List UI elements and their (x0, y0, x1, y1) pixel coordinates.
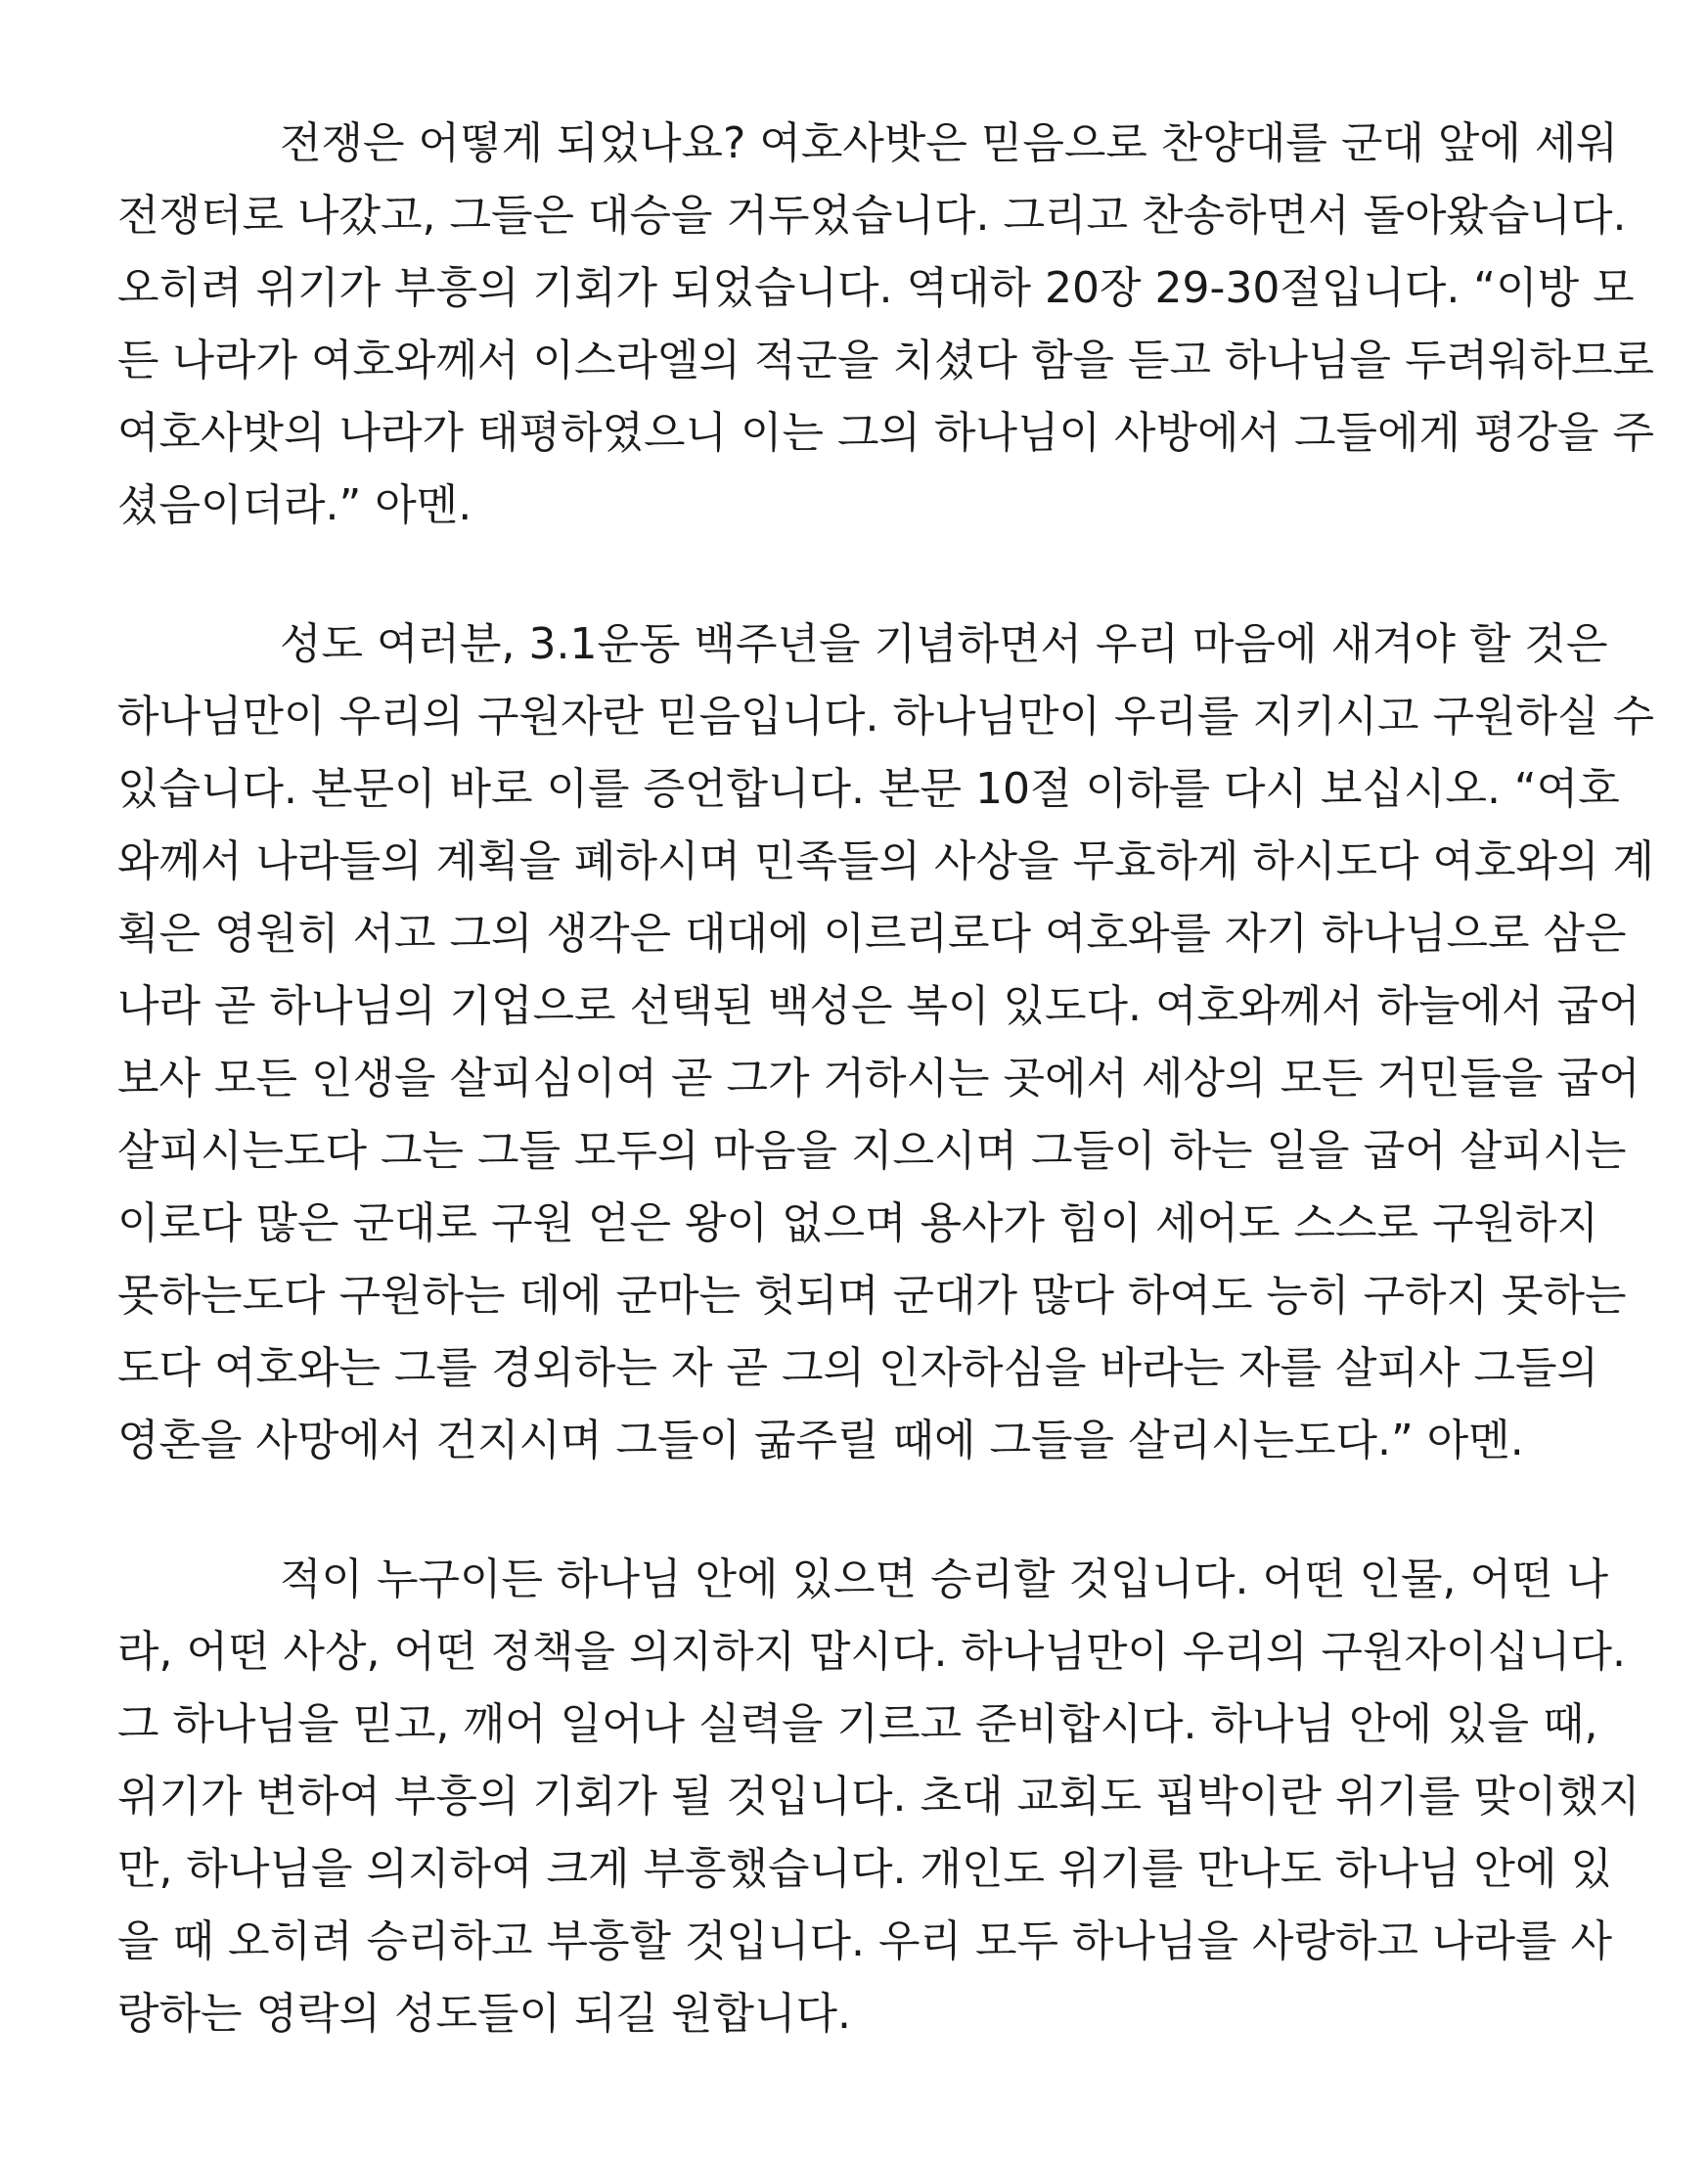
text-line: 위기가 변하여 부흥의 기회가 될 것입니다. 초대 교회도 핍박이란 위기를 맞이했지 (117, 1772, 1641, 1822)
paragraph-2 (117, 608, 1655, 1477)
text-line: 와께서 나라들의 계획을 폐하시며 민족들의 사상을 무효하게 하시도다 여호와의 계 (117, 836, 1655, 886)
text-line: 셨음이더라.” 아멘. (117, 480, 472, 530)
text-line: 을 때 오히려 승리하고 부흥할 것입니다. 우리 모두 하나님을 사랑하고 나라를 사 (117, 1916, 1612, 1966)
text-line: 나라 곧 하나님의 기업으로 선택된 백성은 복이 있도다. 여호와께서 하늘에서 굽어 (117, 981, 1641, 1031)
text-line: 도다 여호와는 그를 경외하는 자 곧 그의 인자하심을 바라는 자를 살피사 그들의 (117, 1343, 1598, 1393)
text-line: 못하는도다 구원하는 데에 군마는 헛되며 군대가 많다 하여도 능히 구하지 못하는 (117, 1271, 1627, 1321)
text-line: 든 나라가 여호와께서 이스라엘의 적군을 치셨다 함을 듣고 하나님을 두려워하므로 (117, 336, 1655, 385)
text-line: 여호사밧의 나라가 태평하였으니 이는 그의 하나님이 사방에서 그들에게 평강을 주 (117, 408, 1655, 458)
text-line: 라, 어떤 사상, 어떤 정책을 의지하지 맙시다. 하나님만이 우리의 구원자이십니다. (117, 1627, 1626, 1677)
text-line: 오히려 위기가 부흥의 기회가 되었습니다. 역대하 20장 29-30절입니다. “이방 모 (117, 263, 1635, 313)
text-line: 영혼을 사망에서 건지시며 그들이 굶주릴 때에 그들을 살리시는도다.” 아멘. (117, 1416, 1524, 1465)
text-line: 획은 영원히 서고 그의 생각은 대대에 이르리로다 여호와를 자기 하나님으로 삼은 (117, 909, 1627, 959)
text-line: 하나님만이 우리의 구원자란 믿음입니다. 하나님만이 우리를 지키시고 구원하실 수 (117, 692, 1655, 742)
text-line: 전쟁은 어떻게 되었나요? 여호사밧은 믿음으로 찬양대를 군대 앞에 세워 (280, 118, 1618, 168)
text-line: 그 하나님을 믿고, 깨어 일어나 실력을 기르고 준비합시다. 하나님 안에 있을 때, (117, 1699, 1598, 1749)
text-line: 이로다 많은 군대로 구원 얻은 왕이 없으며 용사가 힘이 세어도 스스로 구원하지 (117, 1198, 1598, 1248)
text-line: 살피시는도다 그는 그들 모두의 마음을 지으시며 그들이 하는 일을 굽어 살피시는 (117, 1126, 1627, 1176)
text-line: 보사 모든 인생을 살피심이여 곧 그가 거하시는 곳에서 세상의 모든 거민들을 굽어 (117, 1054, 1641, 1103)
document-page (117, 108, 1655, 2117)
text-line: 성도 여러분, 3.1운동 백주년을 기념하면서 우리 마음에 새겨야 할 것은 (280, 619, 1608, 669)
text-line: 전쟁터로 나갔고, 그들은 대승을 거두었습니다. 그리고 찬송하면서 돌아왔습니다. (117, 191, 1627, 241)
paragraph-1 (117, 108, 1655, 542)
text-line: 랑하는 영락의 성도들이 되길 원합니다. (117, 1989, 851, 2039)
text-line: 있습니다. 본문이 바로 이를 증언합니다. 본문 10절 이하를 다시 보십시오. “여호 (117, 764, 1620, 814)
paragraph-3 (117, 1544, 1641, 2050)
text-line: 만, 하나님을 의지하여 크게 부흥했습니다. 개인도 위기를 만나도 하나님 안에 있 (117, 1844, 1612, 1894)
text-line: 적이 누구이든 하나님 안에 있으면 승리할 것입니다. 어떤 인물, 어떤 나 (280, 1554, 1608, 1604)
